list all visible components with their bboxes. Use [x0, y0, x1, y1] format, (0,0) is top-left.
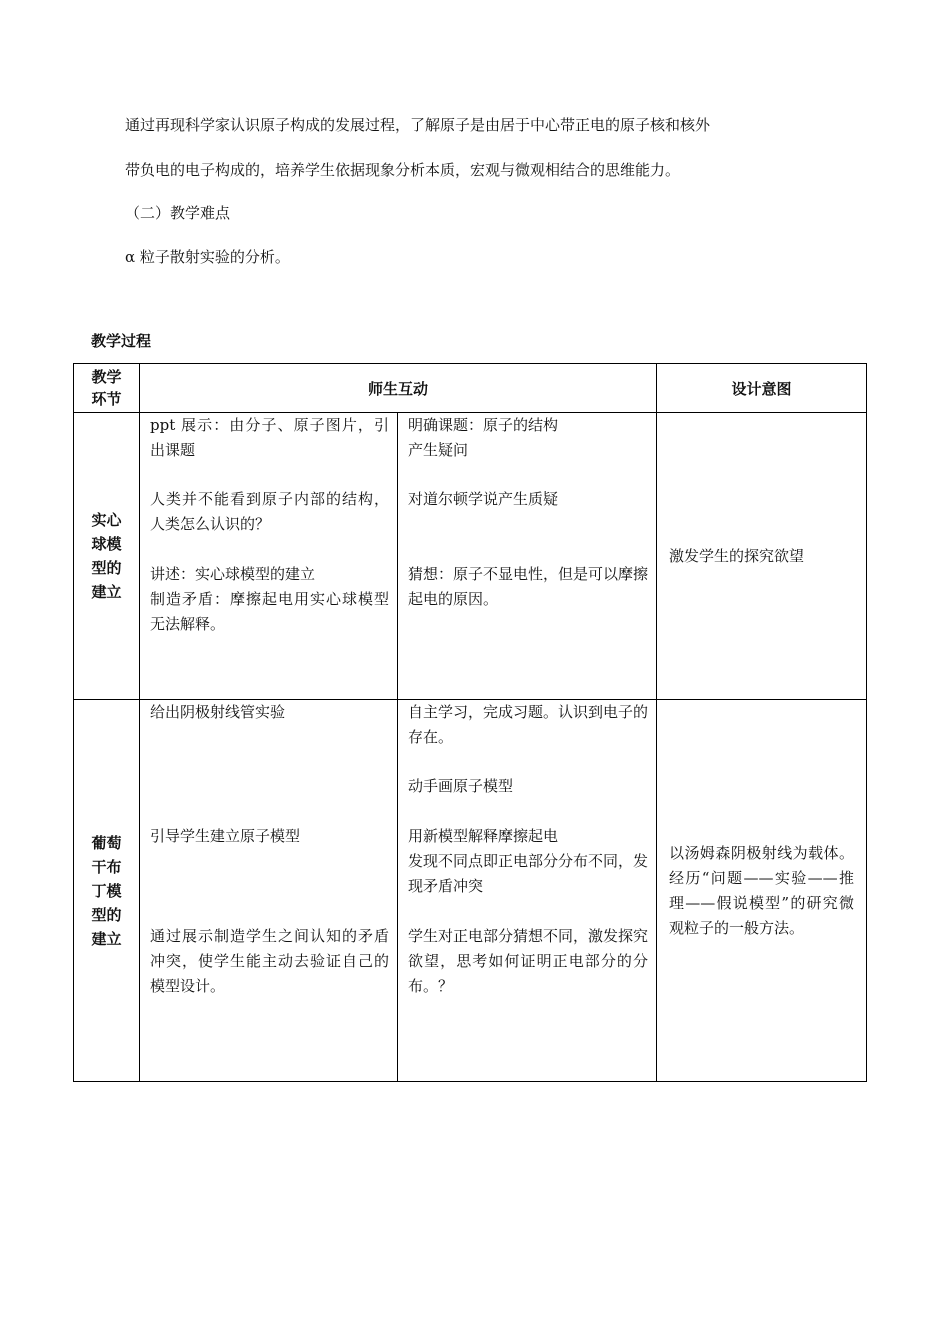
student-cell — [398, 700, 657, 1082]
student-cell — [398, 413, 657, 700]
difficulty-text: α 粒子散射实验的分析。 — [125, 248, 290, 266]
teacher-text: 给出阴极射线管实验 — [150, 703, 286, 721]
lesson-table — [73, 363, 867, 1082]
teacher-text: 通过展示制造学生之间认知的矛盾冲突，使学生能主动去验证自己的模型设计。 — [150, 927, 389, 995]
teacher-cell — [140, 413, 398, 700]
student-text: 动手画原子模型 — [408, 777, 514, 795]
student-text: 学生对正电部分猜想不同，激发探究欲望，思考如何证明正电部分的分布。？ — [408, 927, 649, 995]
process-heading: 教学过程 — [91, 332, 152, 350]
stage-cell: 葡萄 干布 丁模 型的 建立 — [74, 700, 140, 1082]
student-text: 猜想：原子不显电性，但是可以摩擦起电的原因。 — [408, 565, 649, 608]
teacher-cell — [140, 700, 398, 1082]
stage-cell: 实心 球模 型的 建立 — [74, 413, 140, 700]
table-row — [74, 413, 867, 700]
student-text: 明确课题：原子的结构 产生疑问 — [408, 416, 559, 459]
difficulty-heading: （二）教学难点 — [125, 204, 231, 222]
intent-cell: 激发学生的探究欲望 — [657, 413, 867, 700]
teacher-text: 引导学生建立原子模型 — [150, 827, 301, 845]
intent-cell: 以汤姆森阴极射线为载体。经历“问题——实验——推理——假说模型”的研究微观粒子的一般方法。 — [657, 700, 867, 1082]
teacher-text: 人类并不能看到原子内部的结构，人类怎么认识的？ — [150, 490, 389, 533]
teacher-text: ppt 展示：由分子、原子图片，引出课题 — [150, 416, 389, 459]
table-header-row — [74, 364, 867, 413]
intro-line-1: 通过再现科学家认识原子构成的发展过程，了解原子是由居于中心带正电的原子核和核外 — [125, 116, 711, 134]
student-text: 用新模型解释摩擦起电 发现不同点即正电部分分布不同，发现矛盾冲突 — [408, 827, 649, 895]
header-stage: 教学 环节 — [74, 364, 140, 413]
intro-line-2: 带负电的电子构成的，培养学生依据现象分析本质，宏观与微观相结合的思维能力。 — [125, 161, 681, 179]
student-text: 对道尔顿学说产生质疑 — [408, 490, 559, 508]
student-text: 自主学习，完成习题。认识到电子的存在。 — [408, 703, 649, 746]
table-row — [74, 700, 867, 1082]
header-intent: 设计意图 — [657, 364, 867, 413]
teacher-text: 讲述：实心球模型的建立 制造矛盾：摩擦起电用实心球模型无法解释。 — [150, 565, 389, 633]
header-interaction: 师生互动 — [140, 364, 657, 413]
